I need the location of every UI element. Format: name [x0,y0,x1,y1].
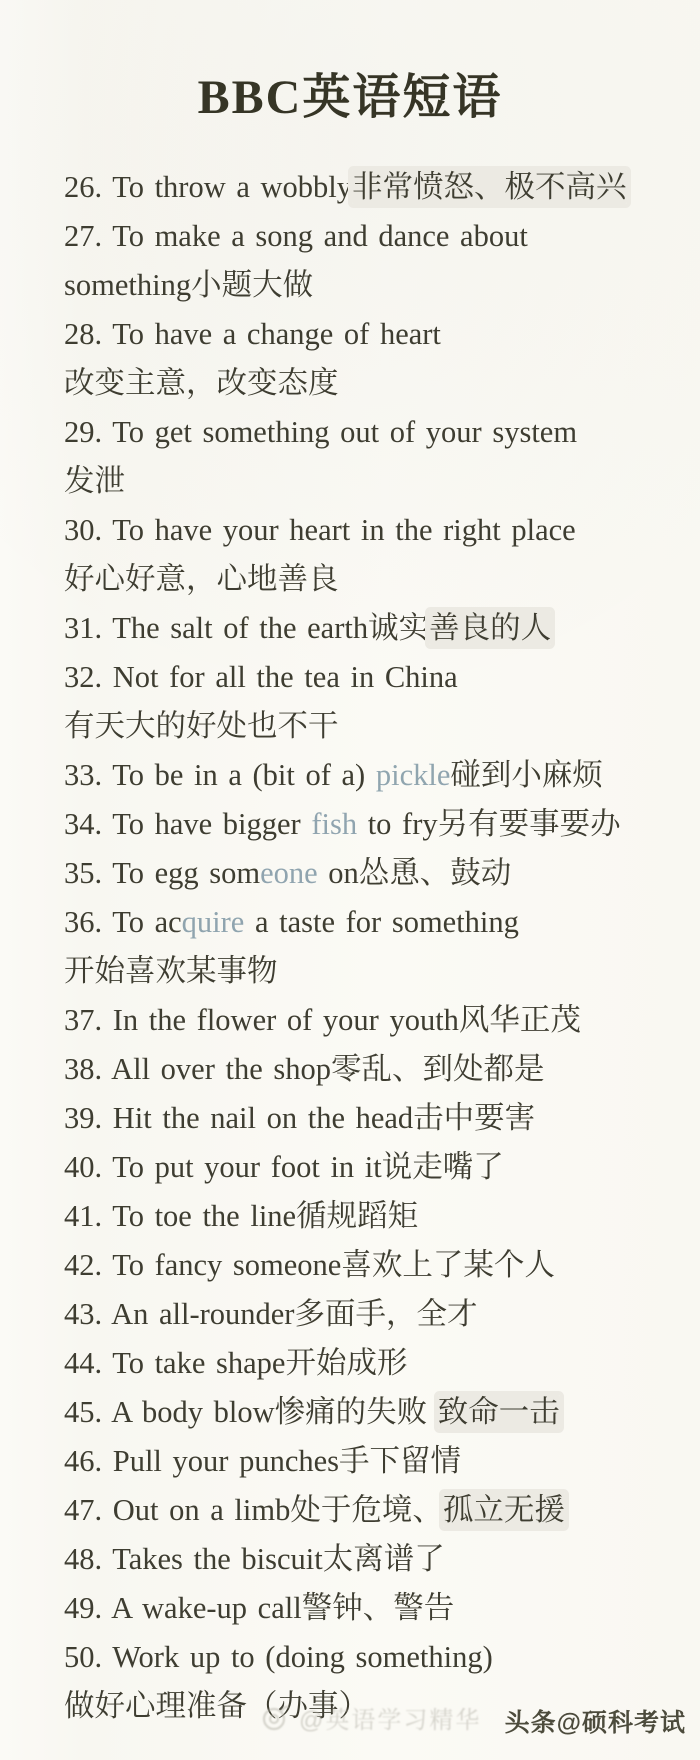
phrase-line [64,212,680,261]
phrase-segment: 开始喜欢某事物 [64,954,278,988]
phrase-segment: 45. A body blow惨痛的失败 [64,1395,438,1429]
page-title: BBC英语短语 [197,71,503,124]
phrase-line [64,1633,680,1682]
phrase-segment: 碰到小麻烦 [450,758,603,792]
phrase-segment: 孤立无援 [442,1493,565,1527]
phrase-line [64,1437,680,1486]
phrase-segment: 29. To get something out of your system [64,415,578,449]
phrase-line [64,1339,680,1388]
phrase-segment: 好心好意，心地善良 [64,562,339,596]
phrase-line [64,702,680,751]
phrase-line [64,457,680,506]
phrase-line [64,555,680,604]
phrase-line [64,359,680,408]
phrase-line [64,506,680,555]
phrase-segment: 50. Work up to (doing something) [64,1640,493,1674]
watermark-handle: @英语学习精华 [299,1707,482,1734]
phrase-segment: 44. To take shape开始成形 [64,1346,408,1380]
phrase-line [64,408,680,457]
phrase-segment: 做好心理准备（办事） [64,1689,369,1723]
phrase-segment: 34. To have bigger [64,807,312,841]
phrase-line [64,996,680,1045]
watermark [260,1700,481,1735]
phrase-line [64,1388,680,1437]
phrase-line [64,1192,680,1241]
phrase-segment: 48. Takes the biscuit太离谱了 [64,1542,445,1576]
phrase-line [64,947,680,996]
phrase-segment: 39. Hit the nail on the head击中要害 [64,1101,536,1135]
phrase-line [64,604,680,653]
phrase-segment: to fry另有要事要办 [357,807,621,841]
phrase-segment: 40. To put your foot in it说走嘴了 [64,1150,504,1184]
phrase-line [64,261,680,310]
phrase-line [64,1045,680,1094]
phrase-segment: 27. To make a song and dance about [64,219,528,253]
phrase-segment: 有天大的好处也不干 [64,709,339,743]
phrase-line [64,310,680,359]
phrase-segment: on怂恿、鼓动 [317,856,512,890]
phrase-segment: 非常愤怒、极不高兴 [352,170,627,204]
phrase-segment: a taste for something [244,905,519,939]
phrase-segment: 致命一击 [437,1395,560,1429]
phrase-segment: 改变主意，改变态度 [64,366,339,400]
phrase-line [64,1094,680,1143]
phrase-segment: 31. The salt of the earth诚实 [64,611,430,645]
phrase-line [64,751,680,800]
phrase-segment: 38. All over the shop零乱、到处都是 [64,1052,545,1086]
phrase-line [64,800,680,849]
phrase-segment: 30. To have your heart in the right place [64,513,576,547]
phrase-segment: 37. In the flower of your youth风华正茂 [64,1003,581,1037]
phrase-line [64,1486,680,1535]
phrase-line [64,1290,680,1339]
phrase-segment: pickle [375,758,451,792]
phrase-segment: fish [311,807,358,841]
weibo-watermark-icon [260,1703,290,1733]
phrase-segment: 41. To toe the line循规蹈矩 [64,1199,419,1233]
phrase-line [64,653,680,702]
phrase-segment: 36. To ac [64,905,182,939]
phrase-segment: 33. To be in a (bit of a) [64,758,376,792]
phrase-line [64,898,680,947]
phrase-list [64,163,680,1731]
phrase-segment: 42. To fancy someone喜欢上了某个人 [64,1248,555,1282]
phrase-segment: 28. To have a change of heart [64,317,441,351]
phrase-line [64,849,680,898]
phrase-segment: 49. A wake-up call警钟、警告 [64,1591,455,1625]
phrase-line [64,163,680,212]
phrase-segment: 43. An all-rounder多面手，全才 [64,1297,478,1331]
phrase-segment: 26. To throw a wobbly [64,170,353,204]
phrase-line [64,1535,680,1584]
phrase-segment: 善良的人 [429,611,552,645]
phrase-segment: something小题大做 [64,268,314,302]
credit-text: 头条@硕科考试 [504,1709,686,1737]
phrase-segment: quire [181,905,245,939]
phrase-line [64,1143,680,1192]
phrase-segment: 47. Out on a limb处于危境、 [64,1493,443,1527]
phrase-line [64,1584,680,1633]
phrase-segment: 发泄 [64,464,125,498]
phrase-segment: 32. Not for all the tea in China [64,660,458,694]
phrase-segment: 35. To egg som [64,856,261,890]
phrase-segment: 46. Pull your punches手下留情 [64,1444,462,1478]
phrase-segment: eone [260,856,318,890]
phrase-line [64,1241,680,1290]
